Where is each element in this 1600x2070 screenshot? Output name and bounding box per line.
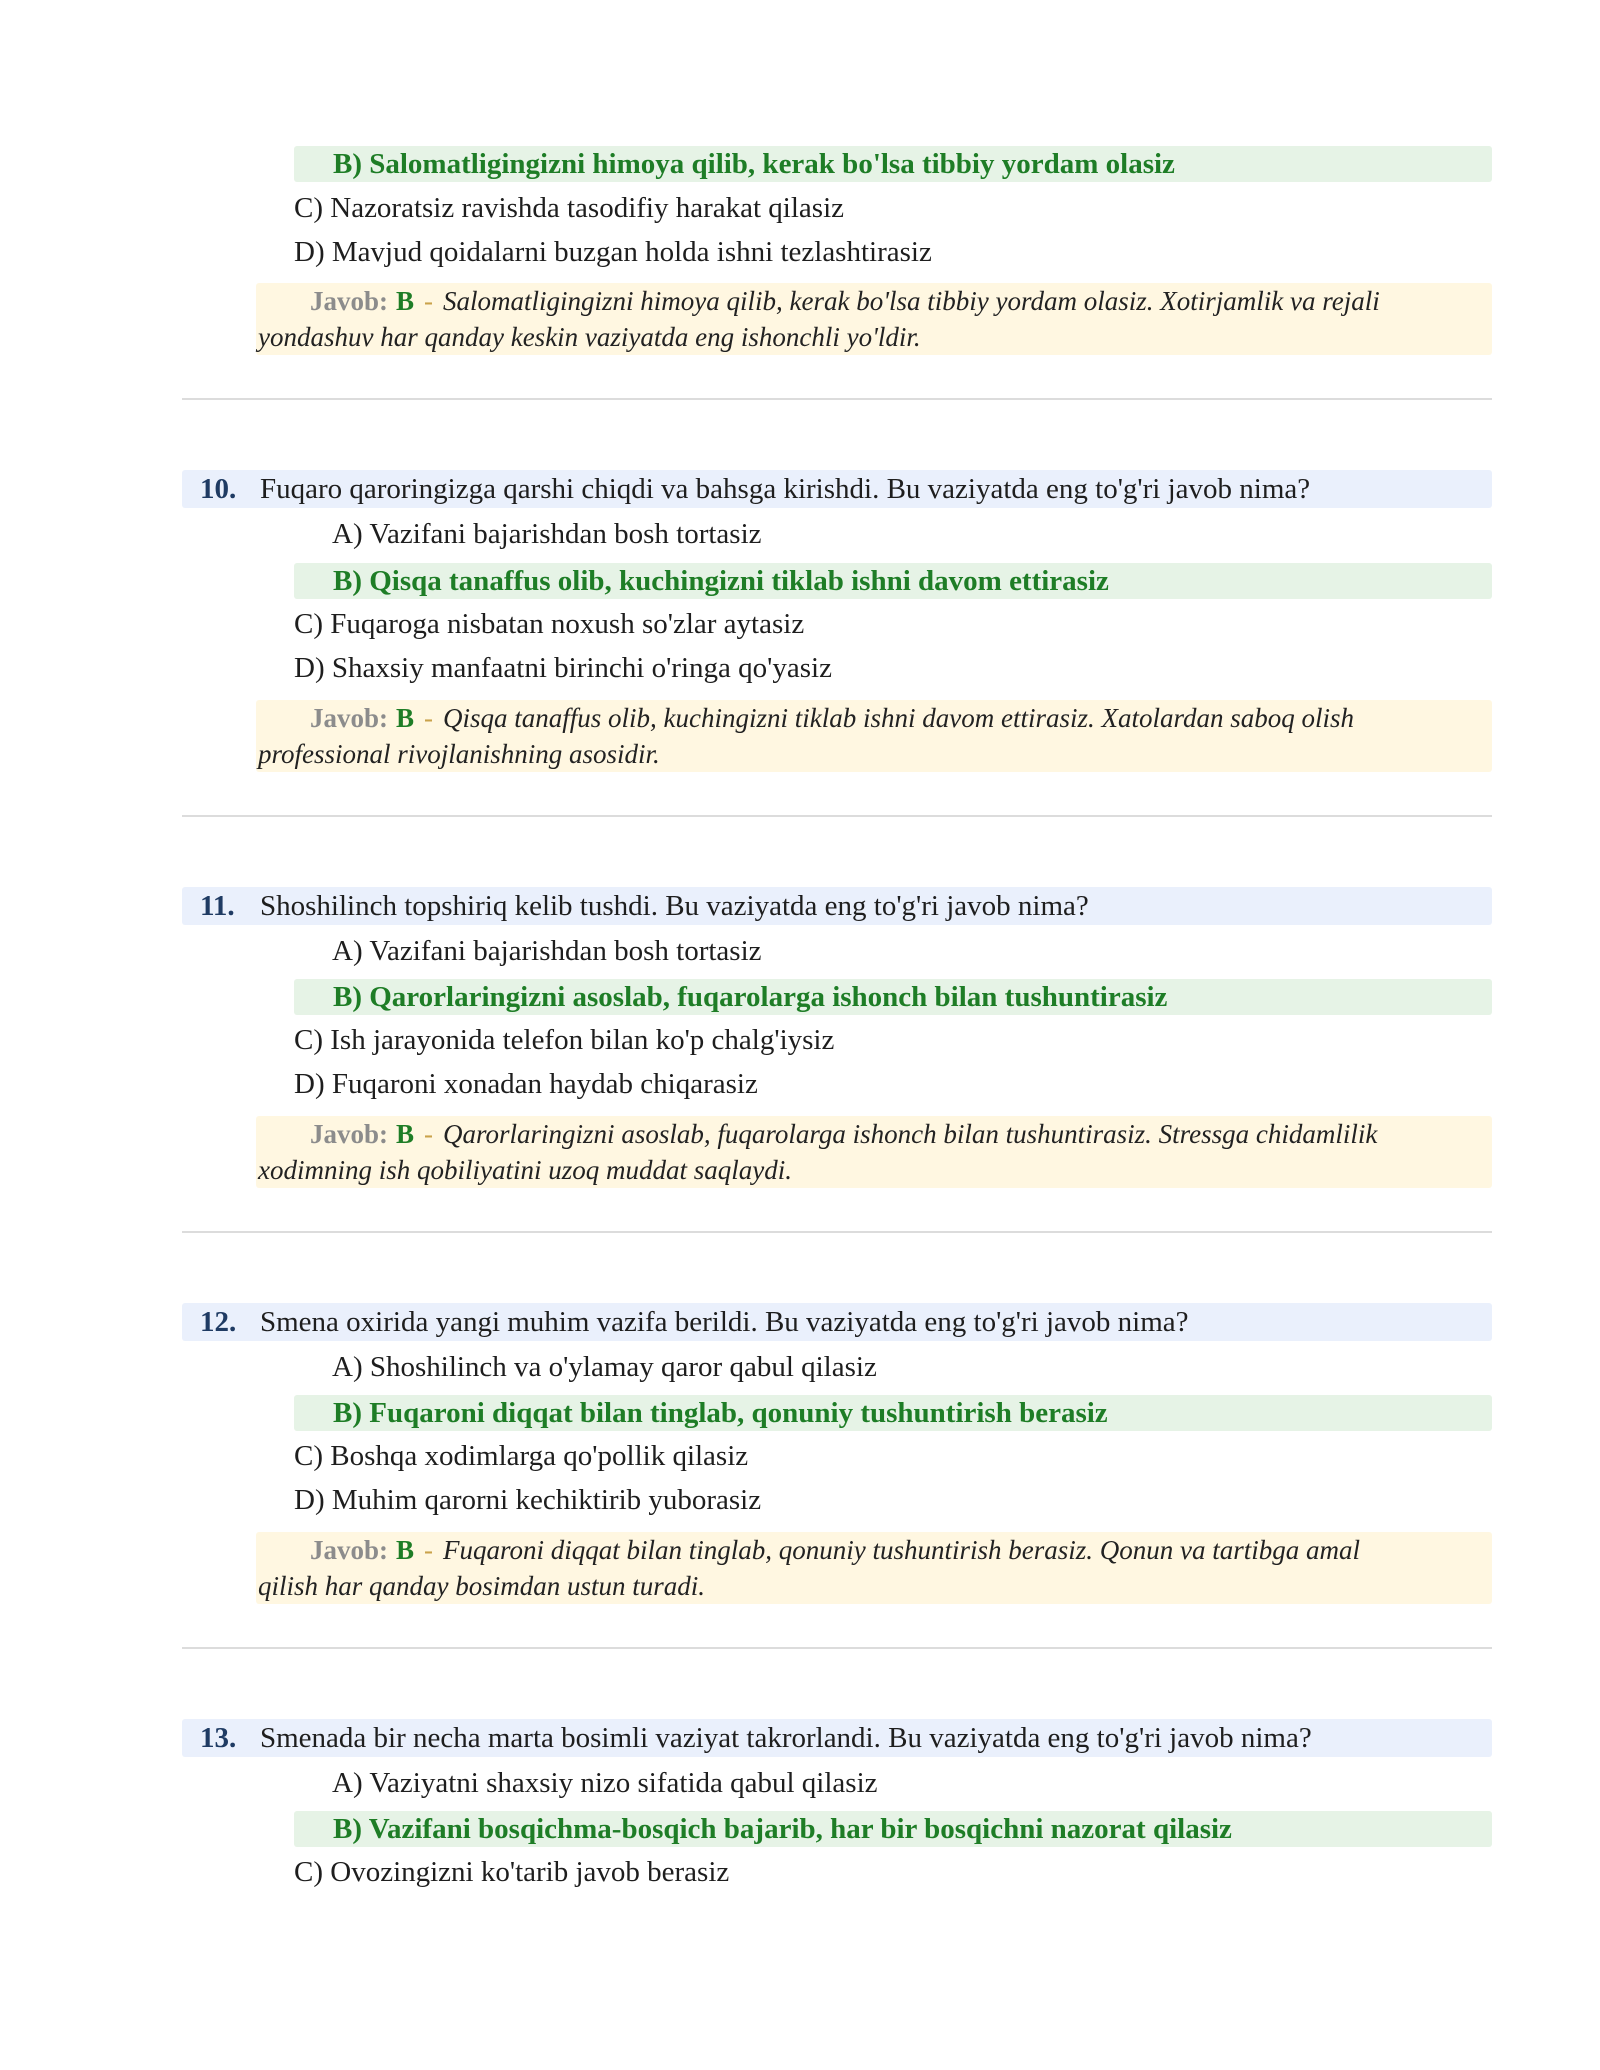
question-number: 11. <box>200 890 235 922</box>
answer-explanation-cont: yondashuv har qanday keskin vaziyatda eng ishonchli yo'ldir. <box>258 322 921 352</box>
question-line <box>182 887 1492 925</box>
option-c: C) Ish jarayonida telefon bilan ko'p chalg'iysiz <box>294 1024 835 1056</box>
answer-explanation-cont: xodimning ish qobiliyatini uzoq muddat saqlaydi. <box>258 1155 792 1185</box>
answer-explanation-cont: qilish har qanday bosimdan ustun turadi. <box>258 1571 706 1601</box>
option-text: B) Qarorlaringizni asoslab, fuqarolarga ishonch bilan tushuntirasiz <box>333 981 1168 1013</box>
answer-box <box>256 1116 1492 1188</box>
answer-box <box>256 700 1492 772</box>
answer-box <box>256 1532 1492 1604</box>
correct-option <box>294 563 1492 599</box>
answer-dash: - <box>424 1119 434 1149</box>
answer-explanation: Qarorlaringizni asoslab, fuqarolarga ishonch bilan tushuntirasiz. Stressga chidamlilik <box>443 1119 1378 1149</box>
question-text: Smenada bir necha marta bosimli vaziyat takrorlandi. Bu vaziyatda eng to'g'ri javob nima? <box>260 1722 1312 1754</box>
option-c: C) Fuqaroga nisbatan noxush so'zlar aytasiz <box>294 608 805 640</box>
answer-label: Javob: <box>310 1535 389 1565</box>
option-a: A) Vaziyatni shaxsiy nizo sifatida qabul qilasiz <box>332 1767 878 1799</box>
answer-explanation: Fuqaroni diqqat bilan tinglab, qonuniy tushuntirish berasiz. Qonun va tartibga amal <box>443 1535 1361 1565</box>
question-line <box>182 1719 1492 1757</box>
question-text: Fuqaro qaroringizga qarshi chiqdi va bahsga kirishdi. Bu vaziyatda eng to'g'ri javob nima? <box>260 473 1311 505</box>
answer-letter: B <box>396 1535 415 1565</box>
question-text: Shoshilinch topshiriq kelib tushdi. Bu vaziyatda eng to'g'ri javob nima? <box>260 890 1089 922</box>
question-line <box>182 1303 1492 1341</box>
option-d: D) Mavjud qoidalarni buzgan holda ishni tezlashtirasiz <box>294 236 932 268</box>
option-text: B) Fuqaroni diqqat bilan tinglab, qonuniy tushuntirish berasiz <box>333 1397 1108 1429</box>
answer-dash: - <box>424 1535 434 1565</box>
answer-box <box>256 283 1492 355</box>
divider <box>182 1647 1492 1649</box>
divider <box>182 1231 1492 1233</box>
correct-option <box>294 1811 1492 1847</box>
question-number: 13. <box>200 1722 237 1754</box>
option-text: B) Qisqa tanaffus olib, kuchingizni tiklab ishni davom ettirasiz <box>333 565 1109 597</box>
question-number: 10. <box>200 473 237 505</box>
answer-letter: B <box>396 1119 415 1149</box>
answer-dash: - <box>424 703 434 733</box>
option-d: D) Muhim qarorni kechiktirib yuborasiz <box>294 1484 762 1516</box>
answer-label: Javob: <box>310 286 389 316</box>
option-text: B) Vazifani bosqichma-bosqich bajarib, har bir bosqichni nazorat qilasiz <box>333 1813 1232 1845</box>
divider <box>182 815 1492 817</box>
option-text: B) Salomatligingizni himoya qilib, kerak bo'lsa tibbiy yordam olasiz <box>333 148 1175 180</box>
answer-explanation: Salomatligingizni himoya qilib, kerak bo'lsa tibbiy yordam olasiz. Xotirjamlik va rejali <box>443 286 1380 316</box>
question-text: Smena oxirida yangi muhim vazifa berildi. Bu vaziyatda eng to'g'ri javob nima? <box>260 1306 1189 1338</box>
option-d: D) Fuqaroni xonadan haydab chiqarasiz <box>294 1068 758 1100</box>
option-a: A) Vazifani bajarishdan bosh tortasiz <box>332 935 762 967</box>
answer-explanation-cont: professional rivojlanishning asosidir. <box>258 739 660 769</box>
answer-letter: B <box>396 703 415 733</box>
correct-option <box>294 146 1492 182</box>
correct-option <box>294 1395 1492 1431</box>
option-a: A) Shoshilinch va o'ylamay qaror qabul qilasiz <box>332 1351 877 1383</box>
correct-option <box>294 979 1492 1015</box>
answer-label: Javob: <box>310 703 389 733</box>
option-c: C) Nazoratsiz ravishda tasodifiy harakat qilasiz <box>294 192 844 224</box>
question-line <box>182 470 1492 508</box>
option-d: D) Shaxsiy manfaatni birinchi o'ringa qo'yasiz <box>294 652 832 684</box>
option-c: C) Boshqa xodimlarga qo'pollik qilasiz <box>294 1440 749 1472</box>
option-c: C) Ovozingizni ko'tarib javob berasiz <box>294 1856 730 1888</box>
option-a: A) Vazifani bajarishdan bosh tortasiz <box>332 518 762 550</box>
divider <box>182 398 1492 400</box>
answer-letter: B <box>396 286 415 316</box>
answer-label: Javob: <box>310 1119 389 1149</box>
question-number: 12. <box>200 1306 237 1338</box>
answer-dash: - <box>424 286 434 316</box>
answer-explanation: Qisqa tanaffus olib, kuchingizni tiklab ishni davom ettirasiz. Xatolardan saboq olish <box>443 703 1355 733</box>
